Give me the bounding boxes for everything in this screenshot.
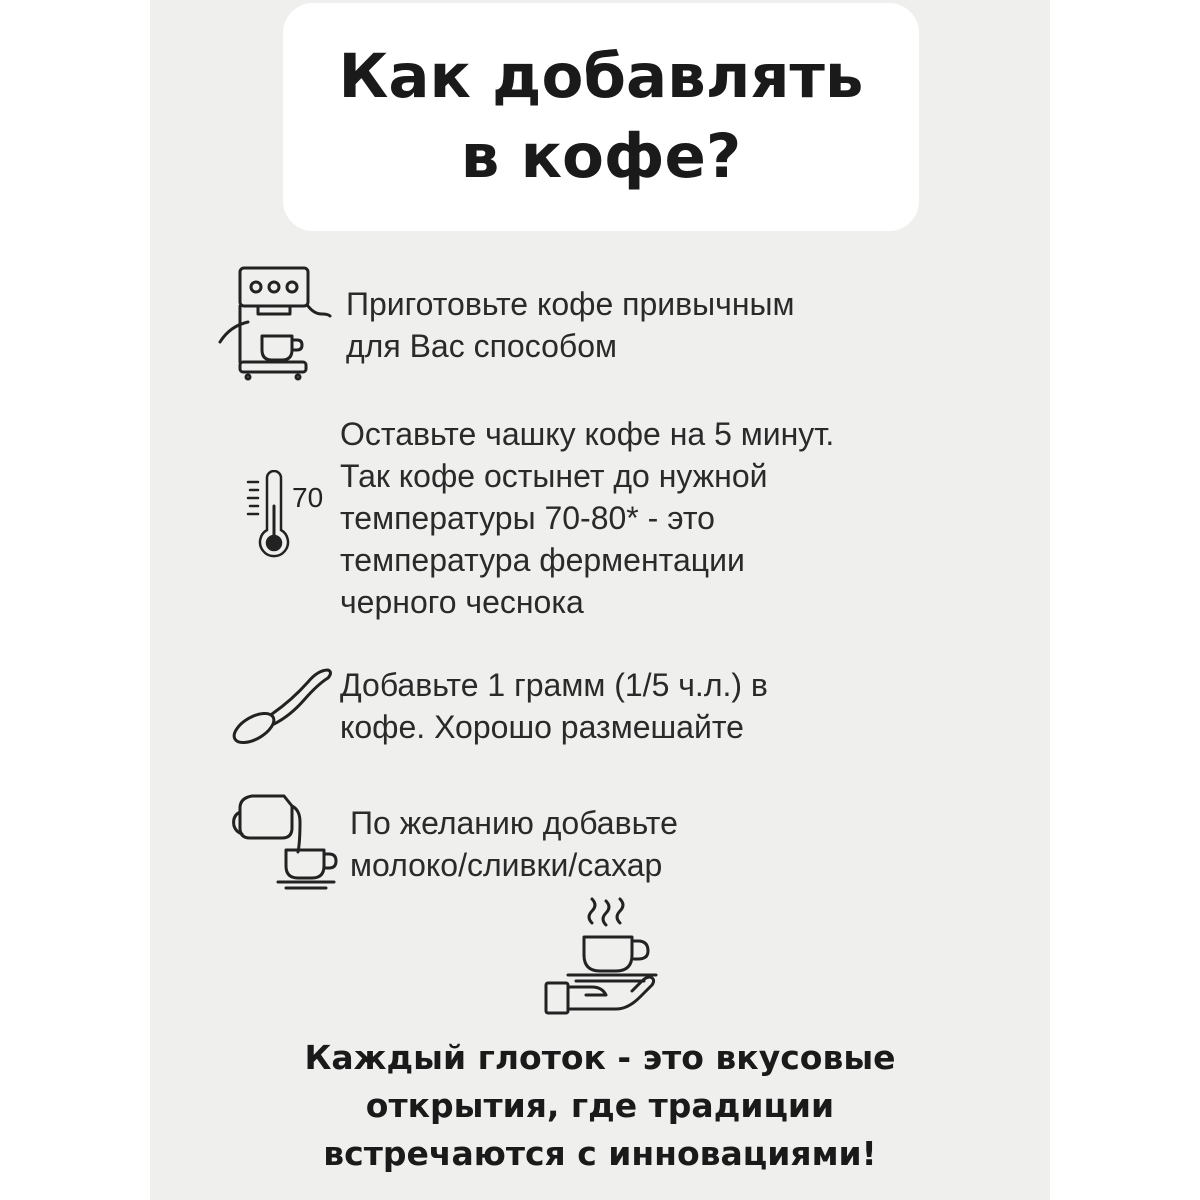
step-1-line-2: для Вас способом — [346, 328, 617, 364]
closing-line-1: Каждый глоток - это вкусовые — [304, 1038, 896, 1077]
step-1-line-1: Приготовьте кофе привычным — [346, 286, 795, 322]
spoon-icon — [228, 664, 336, 748]
closing-message — [150, 1034, 1050, 1178]
step-2-line-2: Так кофе остынет до нужной — [340, 458, 768, 494]
closing-line-3: встречаются с инновациями! — [323, 1134, 877, 1173]
step-4-text — [350, 802, 678, 886]
step-2-line-3: температуры 70-80* - это — [340, 500, 715, 536]
step-3-line-1: Добавьте 1 грамм (1/5 ч.л.) в — [340, 667, 768, 703]
title-box — [283, 3, 919, 231]
coffee-machine-icon — [218, 262, 338, 382]
step-2-line-5: черного чеснока — [340, 584, 584, 620]
closing-line-2: открытия, где традиции — [365, 1086, 835, 1125]
step-2-line-4: температура ферментации — [340, 542, 745, 578]
step-2-text — [340, 413, 834, 623]
page-title-line-1: Как добавлять — [338, 41, 864, 112]
page-title-line-2: в кофе? — [460, 121, 742, 192]
step-3-text — [340, 664, 768, 748]
step-4-line-2: молоко/сливки/сахар — [350, 847, 663, 883]
milk-pitcher-pouring-icon — [228, 790, 340, 896]
step-2-line-1: Оставьте чашку кофе на 5 минут. — [340, 416, 835, 452]
step-3-line-2: кофе. Хорошо размешайте — [340, 709, 744, 745]
hand-serving-coffee-icon — [542, 895, 660, 1017]
thermometer-icon — [240, 470, 335, 565]
step-4-line-1: По желанию добавьте — [350, 805, 678, 841]
thermometer-label: 70 — [292, 482, 324, 513]
step-1-text — [346, 283, 795, 367]
